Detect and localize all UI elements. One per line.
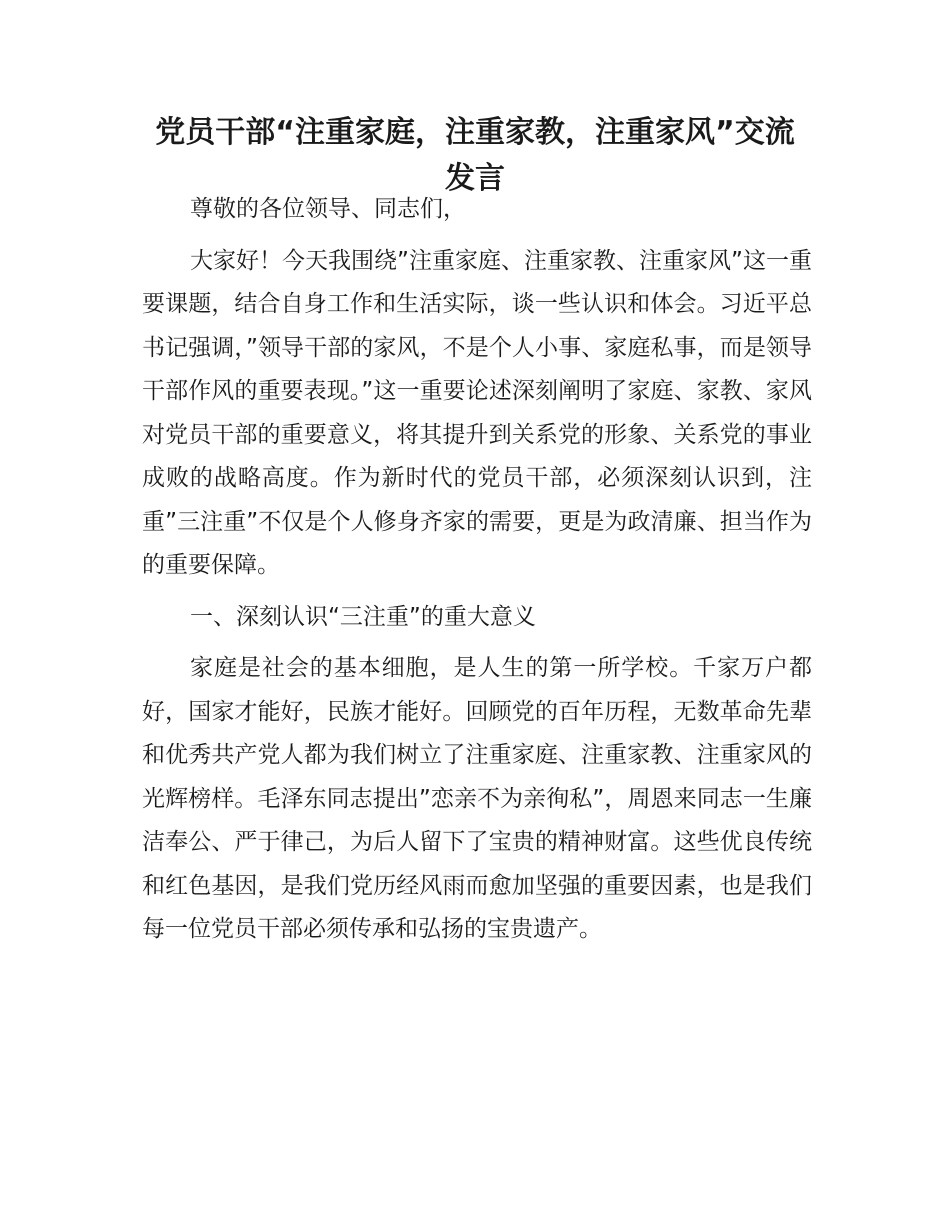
section-heading: 一、深刻认识“三注重”的重大意义 [190, 603, 536, 630]
body-paragraph: 家庭是社会的基本细胞，是人生的第一所学校。千家万户都好，国家才能好，民族才能好。回顾党的百年历程，无数革命先辈和优秀共产党人都为我们树立了注重家庭、注重家教、注重家风的光辉榜样。毛泽东同志提出”恋亲不为亲徇私”，周恩来同志一生廉洁奉公、严于律己，为后人留下了宝贵的精神财富。这些优良传统和红色基因，是我们党历经风雨而愈加坚强的重要因素，也是我们每一位党员干部必须传承和弘扬的宝贵遗产。 [142, 655, 812, 942]
document-body [142, 188, 812, 960]
document-title: 党员干部“注重家庭，注重家教，注重家风”交流发言 [155, 115, 795, 196]
salutation-paragraph: 尊敬的各位领导、同志们， [190, 196, 466, 222]
intro-paragraph: 大家好！今天我围绕”注重家庭、注重家教、注重家风”这一重要课题，结合自身工作和生活实际，谈一些认识和体会。习近平总书记强调，”领导干部的家风，不是个人小事、家庭私事，而是领导干部作风的重要表现。”这一重要论述深刻阐明了家庭、家教、家风对党员干部的重要意义，将其提升到关系党的形象、关系党的事业成败的战略高度。作为新时代的党员干部，必须深刻认识到，注重”三注重”不仅是个人修身齐家的需要，更是为政清廉、担当作为的重要保障。 [142, 247, 812, 578]
